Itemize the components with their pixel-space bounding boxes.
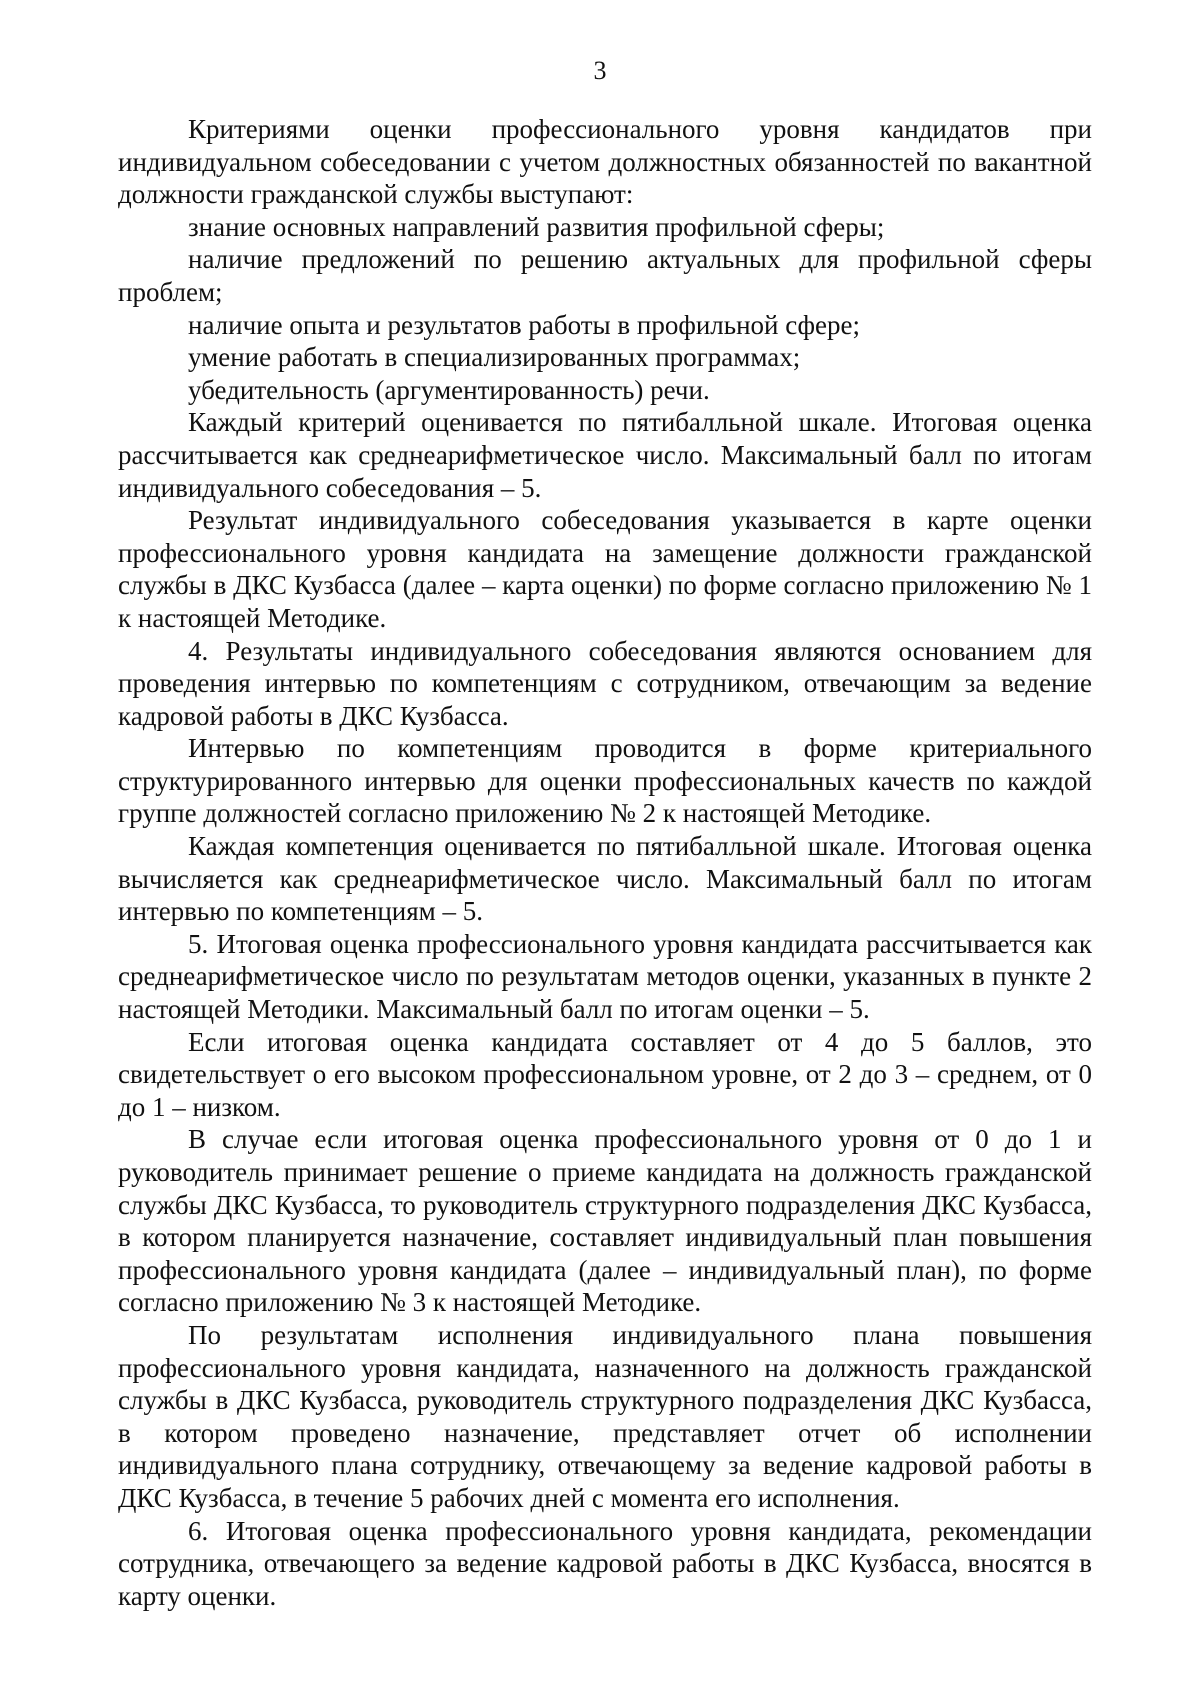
paragraph-score-levels: Если итоговая оценка кандидата составляет от 4 до 5 баллов, это свидетельствует о его высоком профессиональном уровне, от 2 до 3 – среднем, от 0 до 1 – низком. <box>118 1026 1092 1122</box>
paragraph-item-5: 5. Итоговая оценка профессионального уровня кандидата рассчитывается как среднеарифметическое число по результатам методов оценки, указанных в пункте 2 настоящей Методики. Максимальный балл по итогам оценки – 5. <box>118 928 1092 1025</box>
paragraph-item-4: 4. Результаты индивидуального собеседования являются основанием для проведения интервью по компетенциям с сотрудником, отвечающим за ведение кадровой работы в ДКС Кузбасса. <box>118 635 1092 731</box>
paragraph-criterion-scoring: Каждый критерий оценивается по пятибалльной шкале. Итоговая оценка рассчитывается как среднеарифметическое число. Максимальный балл по итогам индивидуального собеседования – 5. <box>118 407 1092 503</box>
page-number: 3 <box>593 56 607 85</box>
paragraph-criterion-experience: наличие опыта и результатов работы в профильной сфере; <box>188 309 861 340</box>
paragraph-criterion-proposals: наличие предложений по решению актуальных для профильной сферы проблем; <box>118 244 1092 307</box>
paragraph-criterion-software: умение работать в специализированных программах; <box>188 342 801 373</box>
paragraph-competency-interview: Интервью по компетенциям проводится в форме критериального структурированного интервью для оценки профессиональных качеств по каждой группе должностей согласно приложению № 2 к настоящей Методике. <box>118 733 1092 829</box>
paragraph-item-6: 6. Итоговая оценка профессионального уровня кандидата, рекомендации сотрудника, отвечающего за ведение кадровой работы в ДКС Кузбасса, вносятся в карту оценки. <box>118 1515 1092 1611</box>
paragraph-plan-report: По результатам исполнения индивидуального плана повышения профессионального уровня кандидата, назначенного на должность гражданской службы в ДКС Кузбасса, руководитель структурного подразделения ДКС Кузбасса, в котором проведено назначение, представляет отчет об исполнении индивидуального плана сотруднику, отвечающему за ведение кадровой работы в ДКС Кузбасса, в течение 5 рабочих дней с момента его исполнения. <box>118 1319 1092 1513</box>
paragraph-criterion-knowledge: знание основных направлений развития профильной сферы; <box>188 211 885 242</box>
paragraph-competency-scoring: Каждая компетенция оценивается по пятибалльной шкале. Итоговая оценка вычисляется как среднеарифметическое число. Максимальный балл по итогам интервью по компетенциям – 5. <box>118 831 1092 927</box>
paragraph-criterion-persuasiveness: убедительность (аргументированность) речи. <box>188 374 710 405</box>
paragraph-individual-plan: В случае если итоговая оценка профессионального уровня от 0 до 1 и руководитель принимает решение о приеме кандидата на должность гражданской службы ДКС Кузбасса, то руководитель структурного подразделения ДКС Кузбасса, в котором планируется назначение, составляет индивидуальный план повышения профессионального уровня кандидата (далее – индивидуальный план), по форме согласно приложению № 3 к настоящей Методике. <box>118 1124 1092 1318</box>
paragraph-criteria-intro: Критериями оценки профессионального уровня кандидатов при индивидуальном собеседовании с учетом должностных обязанностей по вакантной должности гражданской службы выступают: <box>118 114 1092 210</box>
document-body <box>118 113 1092 1612</box>
paragraph-interview-result: Результат индивидуального собеседования указывается в карте оценки профессионального уровня кандидата на замещение должности гражданской службы в ДКС Кузбасса (далее – карта оценки) по форме согласно приложению № 1 к настоящей Методике. <box>118 505 1092 633</box>
